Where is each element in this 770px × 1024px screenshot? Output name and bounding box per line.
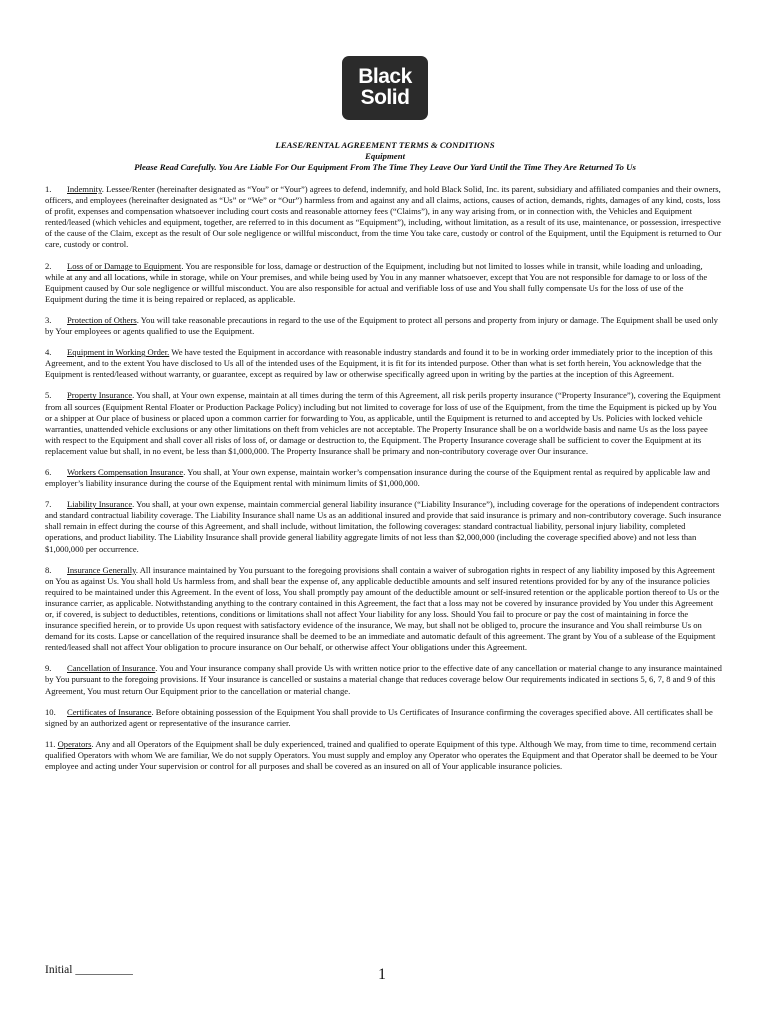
section-8 [45,565,723,654]
section-heading: Equipment in Working Order. [67,347,170,358]
company-logo [342,56,428,120]
section-heading-suffix: . [136,314,139,325]
section-heading-suffix: . [132,390,135,401]
terms-body [45,184,723,782]
section-5 [45,390,723,457]
document-header [0,140,770,173]
section-heading: Loss of or Damage to Equipment [67,260,182,271]
section-number: 9. [45,663,52,674]
section-heading: Certificates of Insurance [67,706,152,717]
section-text: You shall, at Your own expense, maintain worker’s compensation insurance during the course of the Equipment rental as required by applicable law and employer’s liability insurance during the course of the Equipment rental with minimum limits of $1,000,000. [45,466,711,489]
section-heading-suffix: . [132,499,135,510]
section-11 [45,739,723,772]
document-title: LEASE/RENTAL AGREEMENT TERMS & CONDITIONS [275,140,495,150]
section-3 [45,315,723,337]
liability-notice: Please Read Carefully. You Are Liable For Our Equipment From The Time They Leave Our Yard Until the Time They Are Returned To Us [134,162,636,172]
initial-line: Initial __________ [45,964,133,976]
section-number: 7. [45,499,52,510]
section-heading: Operators [57,738,92,749]
section-number: 6. [45,466,52,477]
section-heading-suffix: . [91,738,94,749]
section-heading-suffix: . [183,466,186,477]
section-number: 1. [45,184,52,194]
section-heading: Liability Insurance [67,499,133,510]
logo-line-2: Solid [360,86,410,109]
section-text: You shall, at your own expense, maintain commercial general liability insurance (“Liability Insurance”), including coverage for the operations of independent contractors and standard contractual liability coverage. The Liability Insurance shall name Us as an additional insured and provide that said insurance is primary and non-contributory coverage. Such insurance shall remain in effect during the course of this Agreement, and shall include, without limitation, the following coverages: standard contractual liability, personal injury liability, completed operations, and product liability. The Liability Insurance shall provide general liability aggregate limits of not less than $2,000,000 (including the coverage specified above) and not less than $1,000,000 per occurrence. [45,499,722,554]
section-heading-suffix: . [101,184,104,194]
section-heading-suffix: . [135,564,139,575]
section-2 [45,261,723,305]
logo-line-1: Black [358,65,412,88]
section-number: 5. [45,390,52,401]
section-6 [45,467,723,489]
section-number: 4. [45,347,52,358]
section-heading: Protection of Others [67,314,137,325]
section-text: Any and all Operators of the Equipment shall be duly experienced, trained and qualified to operate Equipment of this type. Although We may, from time to time, recommend certain qualified Operators with whom We are familiar, We do not supply Operators. You must supply and employ any Operator who operates the Equipment and that Operator shall be deemed to be Your employee and acting under Your supervision or control for all purposes and shall be covered as an insured on all of Your applicable insurance policies. [45,738,718,772]
section-number: 10. [45,706,56,717]
section-heading: Workers Compensation Insurance [67,466,184,477]
section-text: Lessee/Renter (hereinafter designated as “You” or “Your”) agrees to defend, indemnify, and hold Black Solid, Inc. its parent, subsidiary and affiliated companies and their owners, officers, and employees (hereinafter designated as “Us” or “We” or “Our”) harmless from and against any and all claims, actions, causes of action, demands, rights, damages of any kind, costs, loss of profit, expenses and compensation whatsoever including court costs and reasonable attorney fees (“Claims”), in any way arising from, or in connection with, the Vehicles and Equipment rented/leased (which vehicles and equipment, together, are referred to in this document as “Equipment”), including, without limitation, as a result of its use, maintenance, or possession, irrespective of the cause of the Claim, except as the result of Our sole negligence or willful misconduct, from the time You take care, custody or control of the Equipment, until the Equipment is returned to Our care, custody or control. [45,184,722,250]
section-number: 3. [45,314,52,325]
section-10 [45,707,723,729]
section-heading-suffix: . [155,663,158,674]
section-text: Before obtaining possession of the Equipment You shall provide to Us Certificates of Insurance confirming the coverages specified above. All certificates shall be signed by an authorized agent or representative of the insurance carrier. [45,706,713,728]
page-number: 1 [378,966,386,983]
section-9 [45,663,723,696]
section-text: You and Your insurance company shall provide Us with written notice prior to the effective date of any cancellation or material change to any insurance maintained by You pursuant to the foregoing provisions. If Your insurance is cancelled or sustains a material change that reduces coverage below Our requirements indicated in sections 5, 6, 7, 8 and 9 of this Agreement, You must return Our Equipment prior to the cancellation or material change. [45,663,722,696]
section-number: 2. [45,260,52,271]
section-heading-suffix: . [151,706,154,717]
section-number: 11. [45,738,56,749]
section-text: We have tested the Equipment in accordance with reasonable industry standards and found it to be in working order immediately prior to the inception of this Agreement, and to the extent You have disclosed to Us all of the intended uses of the Equipment, it is fit for its intended purpose. Other than what is set forth herein, You acknowledge that the Equipment is rented/leased without warranty, or guarantee, except as required by law or otherwise specifically agreed upon in writing by the parties at the inception of this Agreement. [45,347,713,380]
section-1 [45,184,723,251]
section-heading-suffix: . [181,260,184,271]
section-text: You will take reasonable precautions in regard to the use of the Equipment to protect all persons and property from injury or damage. The Equipment shall be used only by Your employees or agents qualified to use the Equipment. [45,314,718,337]
section-7 [45,499,723,554]
section-heading: Indemnity [67,184,102,194]
section-number: 8. [45,564,52,575]
document-subtitle: Equipment [364,151,406,161]
section-text: All insurance maintained by You pursuant to the foregoing provisions shall contain a waiver of subrogation rights in respect of any liability imposed by this Agreement on You as against Us. You shall hold Us harmless from, and shall bear the expense of, any applicable deductible amounts and self insured retentions provided for by any of the insurance policies required to be maintained under this Agreement. In the event of loss, You shall promptly pay amount of the deductible amount or self-insured retention or the applicable portion thereof to Us or the insurance carrier, as applicable. Notwithstanding anything to the contrary contained in this Agreement, the fact that a loss may not be covered by insurance provided by You under this Agreement or, if covered, is subject to deductibles, retentions, conditions or limitations shall not affect Your liability for any loss. Should You fail to procure or pay the cost of maintaining in force the insurance specified herein, or to provide Us upon request with satisfactory evidence of the insurance, We may, but shall not be obliged to, procure the insurance and You shall reimburse Us on demand for its costs. Lapse or cancellation of the required insurance shall be deemed to be an immediate and automatic default of this agreement. The grant by You of a sublease of the Equipment rented/leased shall not affect Your obligation to procure insurance on Our behalf, or otherwise affect Your obligations under this Agreement. [45,564,720,653]
section-heading: Property Insurance [67,390,133,401]
section-4 [45,347,723,380]
section-heading: Insurance Generally [67,564,136,575]
section-heading: Cancellation of Insurance [67,663,156,674]
section-text: You are responsible for loss, damage or destruction of the Equipment, including but not limited to losses while in transit, while loading and unloading, while at any and all locations, while in storage, while on Your premises, and while being used by You in any manner whatsoever, except that You are not responsible for damage to or loss of the Equipment caused by Our sole negligence or willful misconduct. You are also responsible for actual and verifiable loss of use and You shall fully compensate Us for the loss of use of the Equipment during the time it is being repaired or replaced, as applicable. [45,260,708,304]
section-text: You shall, at Your own expense, maintain at all times during the term of this Agreement, all risk perils property insurance (“Property Insurance”), covering the Equipment from all sources (Equipment Rental Floater or Production Package Policy) including but not limited to coverage for loss of use of the Equipment, from the time the Equipment is picked up by You or a shipper at Our place of business or placed upon a common carrier for forwarding to You, as applicable, until the Equipment is returned to and accepted by Us. Policies with locked vehicle warranties, unattended vehicle exclusions or any other limitations on theft from vehicles are not acceptable. The Property Insurance shall be on a worldwide basis and name Us as the loss payee with respect to the Equipment and shall cover all risks of loss of, or damage or destruction to, the Equipment. The Property Insurance coverage shall be sufficient to cover the Equipment at its replacement value but shall, in no event, be less than $1,000,000. The Property Insurance shall be primary and non-contributory coverage over Our insurance. [45,390,721,456]
